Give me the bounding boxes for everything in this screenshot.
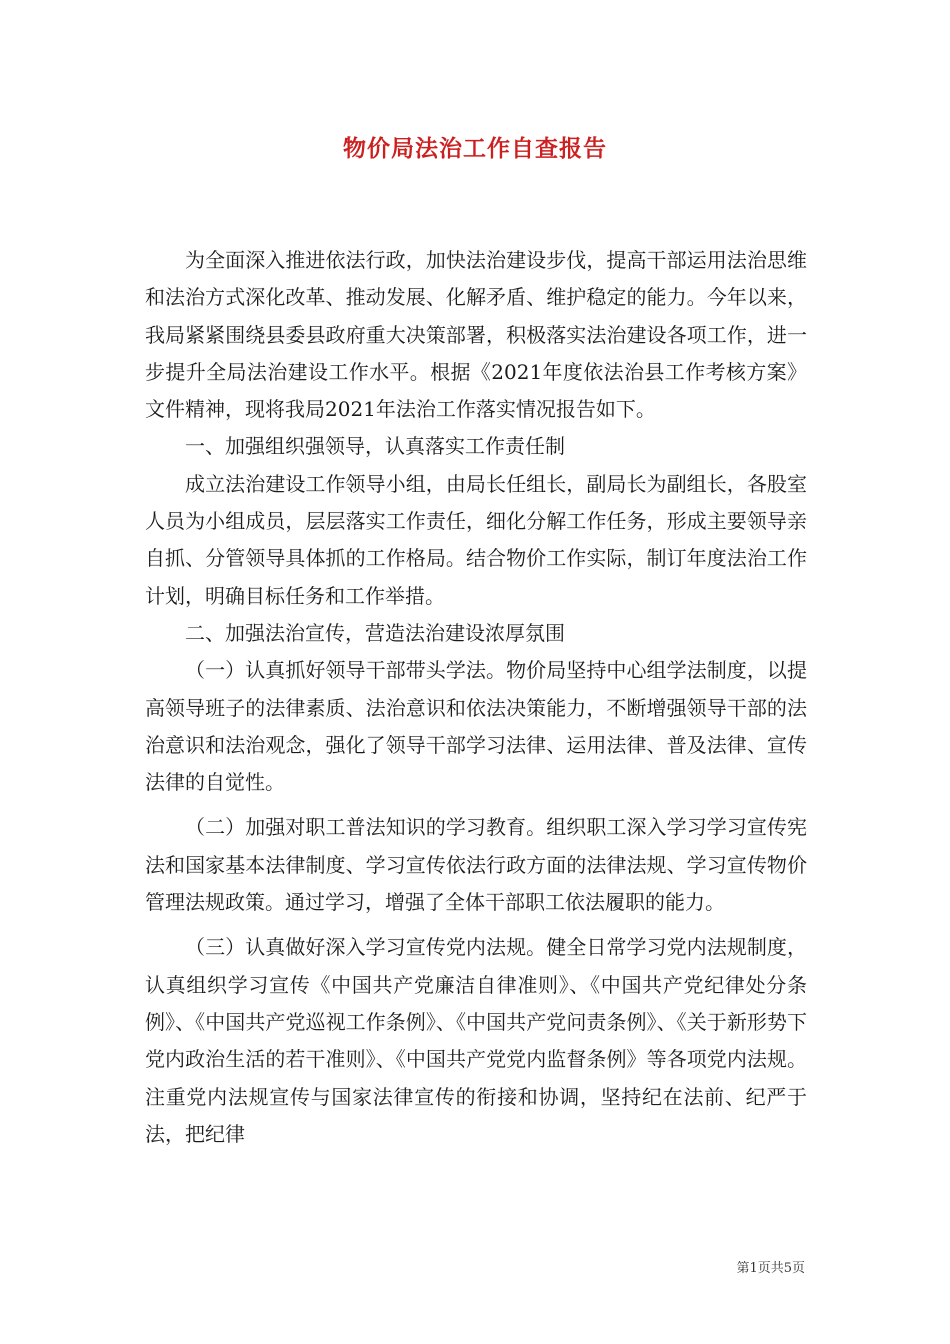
- paragraph-item-3: （三）认真做好深入学习宣传党内法规。健全日常学习党内法规制度，认真组织学习宣传《中国共产党廉洁自律准则》、《中国共产党纪律处分条例》、《中国共产党巡视工作条例》、《中国共产党问责条例》、《关于新形势下党内政治生活的若干准则》、《中国共产党党内监督条例》等各项党内法规。注重党内法规宣传与国家法律宣传的衔接和协调，坚持纪在法前、纪严于法，把纪律: [145, 935, 807, 1146]
- paragraph-gap: [145, 801, 807, 809]
- section-heading-2: 二、加强法治宣传，营造法治建设浓厚氛围: [185, 620, 565, 645]
- paragraph-gap: [145, 921, 807, 929]
- paragraph-intro: 为全面深入推进依法行政，加快法治建设步伐，提高干部运用法治思维和法治方式深化改革、推动发展、化解矛盾、维护稳定的能力。今年以来，我局紧紧围绕县委县政府重大决策部署，积极落实法治建设各项工作，进一步提升全局法治建设工作水平。根据《2021年度依法治县工作考核方案》文件精神，现将我局2021年法治工作落实情况报告如下。: [145, 248, 807, 422]
- document-body: [145, 242, 807, 1153]
- paragraph-item-1: （一）认真抓好领导干部带头学法。物价局坚持中心组学法制度，以提高领导班子的法律素质、法治意识和依法决策能力，不断增强领导干部的法治意识和法治观念，强化了领导干部学习法律、运用法律、普及法律、宣传法律的自觉性。: [145, 658, 807, 795]
- paragraph-item-2: （二）加强对职工普法知识的学习教育。组织职工深入学习学习宣传宪法和国家基本法律制度、学习宣传依法行政方面的法律法规、学习宣传物价管理法规政策。通过学习，增强了全体干部职工依法履职的能力。: [145, 815, 807, 915]
- page-number: 第1页共5页: [736, 1261, 805, 1276]
- section-heading-1: 一、加强组织强领导，认真落实工作责任制: [185, 434, 565, 459]
- paragraph-section-1: 成立法治建设工作领导小组，由局长任组长，副局长为副组长，各股室人员为小组成员，层层落实工作责任，细化分解工作任务，形成主要领导亲自抓、分管领导具体抓的工作格局。结合物价工作实际，制订年度法治工作计划，明确目标任务和工作举措。: [145, 471, 807, 608]
- document-title: 物价局法治工作自查报告: [343, 135, 607, 162]
